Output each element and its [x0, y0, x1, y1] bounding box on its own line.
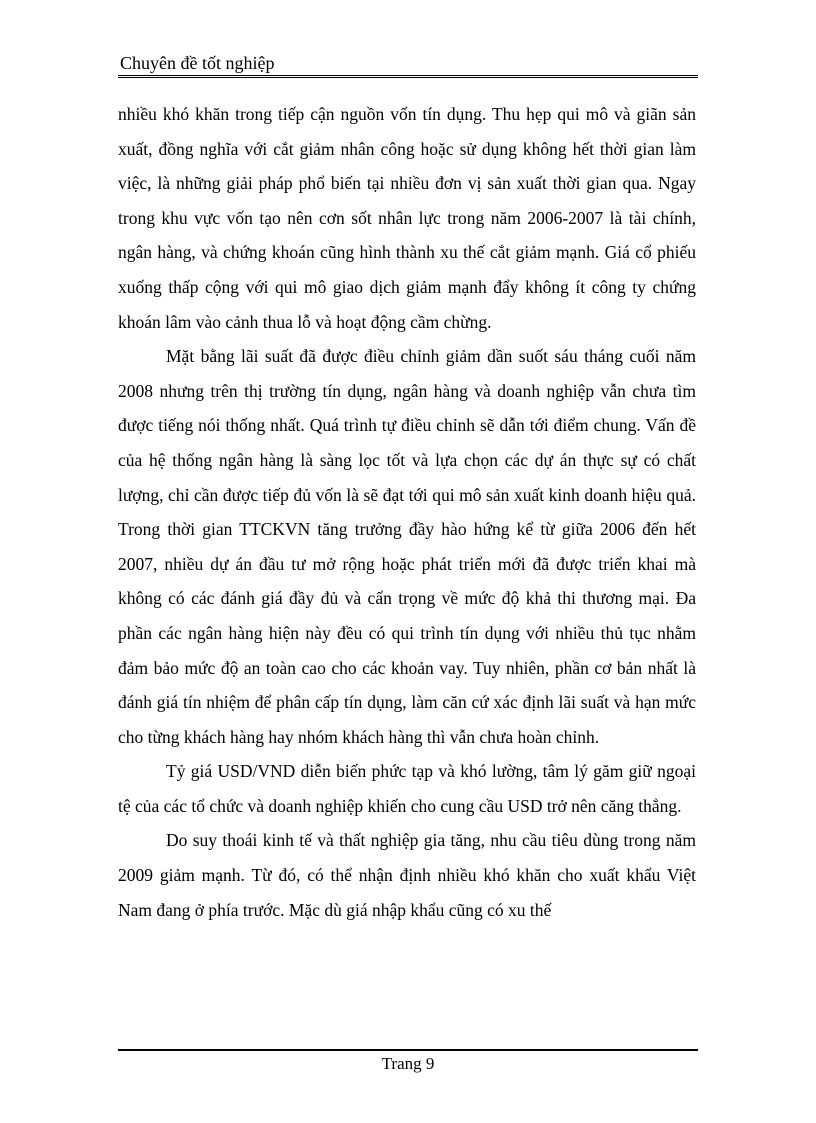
page-header	[118, 50, 698, 78]
header-divider	[118, 75, 698, 78]
document-body	[118, 97, 696, 927]
document-title: Chuyên đề tốt nghiệp	[120, 53, 275, 73]
paragraph: Mặt bằng lãi suất đã được điều chỉnh giảm dần suốt sáu tháng cuối năm 2008 nhưng trên thị trường tín dụng, ngân hàng và doanh nghiệp vẫn chưa tìm được tiếng nói thống nhất. Quá trình tự điều chỉnh sẽ dẫn tới điểm chung. Vấn đề của hệ thống ngân hàng là sàng lọc tốt và lựa chọn các dự án thực sự có chất lượng, chỉ cần được tiếp đủ vốn là sẽ đạt tới qui mô sản xuất kinh doanh hiệu quả. Trong thời gian TTCKVN tăng trưởng đầy hào hứng kể từ giữa 2006 đến hết 2007, nhiều dự án đầu tư mở rộng hoặc phát triển mới đã được triển khai mà không có các đánh giá đầy đủ và cẩn trọng về mức độ khả thi thương mại. Đa phần các ngân hàng hiện này đều có qui trình tín dụng với nhiều thủ tục nhằm đảm bảo mức độ an toàn cao cho các khoản vay. Tuy nhiên, phần cơ bản nhất là đánh giá tín nhiệm để phân cấp tín dụng, làm căn cứ xác định lãi suất và hạn mức cho từng khách hàng hay nhóm khách hàng thì vẫn chưa hoàn chỉnh.	[118, 346, 696, 747]
paragraph: nhiều khó khăn trong tiếp cận nguồn vốn tín dụng. Thu hẹp qui mô và giãn sản xuất, đồng nghĩa với cắt giảm nhân công hoặc sử dụng không hết thời gian làm việc, là những giải pháp phổ biến tại nhiều đơn vị sản xuất thời gian qua. Ngay trong khu vực vốn tạo nên cơn sốt nhân lực trong năm 2006-2007 là tài chính, ngân hàng, và chứng khoán cũng hình thành xu thế cắt giảm mạnh. Giá cổ phiếu xuống thấp cộng với qui mô giao dịch giảm mạnh đẩy không ít công ty chứng khoán lâm vào cảnh thua lỗ và hoạt động cầm chừng.	[118, 104, 696, 332]
paragraph: Do suy thoái kinh tế và thất nghiệp gia tăng, nhu cầu tiêu dùng trong năm 2009 giảm mạnh. Từ đó, có thể nhận định nhiều khó khăn cho xuất khẩu Việt Nam đang ở phía trước. Mặc dù giá nhập khẩu cũng có xu thế	[118, 830, 696, 920]
page-number: Trang 9	[381, 1054, 435, 1073]
footer-divider	[118, 1049, 698, 1051]
paragraph: Tỷ giá USD/VND diễn biến phức tạp và khó lường, tâm lý găm giữ ngoại tệ của các tổ chức và doanh nghiệp khiến cho cung cầu USD trở nên căng thẳng.	[118, 761, 696, 816]
